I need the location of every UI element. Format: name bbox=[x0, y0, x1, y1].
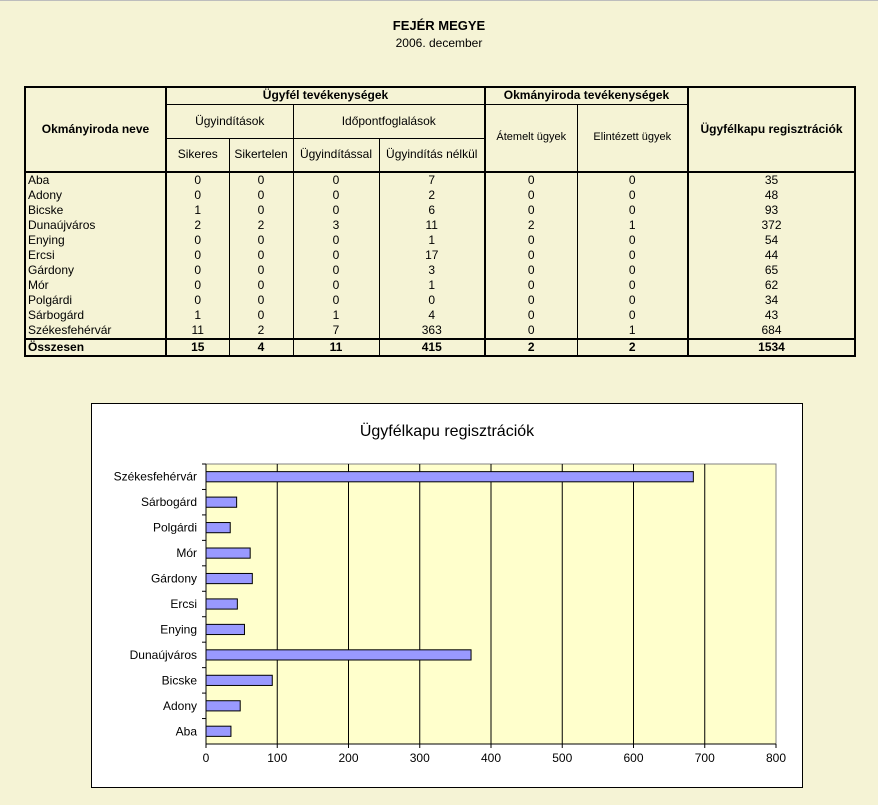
office-name-cell: Enying bbox=[25, 233, 166, 248]
value-cell: 2 bbox=[485, 218, 577, 233]
value-cell: 6 bbox=[379, 203, 485, 218]
value-cell: 0 bbox=[293, 263, 379, 278]
value-cell: 0 bbox=[293, 203, 379, 218]
value-cell: 7 bbox=[293, 323, 379, 339]
value-cell: 0 bbox=[293, 233, 379, 248]
value-cell: 0 bbox=[485, 188, 577, 203]
table-row bbox=[25, 263, 855, 278]
value-cell: 684 bbox=[688, 323, 855, 339]
office-name-cell: Székesfehérvár bbox=[25, 323, 166, 339]
category-label: Sárbogárd bbox=[140, 495, 197, 510]
value-cell: 1 bbox=[379, 233, 485, 248]
value-cell: 0 bbox=[166, 278, 229, 293]
table-row bbox=[25, 188, 855, 203]
value-cell: 0 bbox=[577, 293, 688, 308]
table-row bbox=[25, 323, 855, 339]
office-name-cell: Aba bbox=[25, 172, 166, 188]
value-cell: 43 bbox=[688, 308, 855, 323]
value-cell: 0 bbox=[293, 293, 379, 308]
value-cell: 0 bbox=[166, 263, 229, 278]
value-cell: 48 bbox=[688, 188, 855, 203]
header-office-activities: Okmányiroda tevékenységek bbox=[485, 87, 688, 104]
value-cell: 0 bbox=[577, 172, 688, 188]
header-client-activities: Ügyfél tevékenységek bbox=[166, 87, 485, 104]
value-cell: 62 bbox=[688, 278, 855, 293]
table-row bbox=[25, 308, 855, 323]
value-cell: 372 bbox=[688, 218, 855, 233]
value-cell: 44 bbox=[688, 248, 855, 263]
x-tick-label: 500 bbox=[552, 751, 573, 765]
bar bbox=[206, 650, 471, 660]
value-cell: 0 bbox=[485, 233, 577, 248]
value-cell: 0 bbox=[485, 293, 577, 308]
value-cell: 1 bbox=[293, 308, 379, 323]
category-label: Aba bbox=[175, 724, 197, 739]
statistics-table bbox=[24, 86, 856, 357]
value-cell: 0 bbox=[229, 293, 293, 308]
value-cell: 3 bbox=[379, 263, 485, 278]
total-cell: 2 bbox=[577, 339, 688, 356]
value-cell: 363 bbox=[379, 323, 485, 339]
registrations-chart bbox=[91, 403, 803, 788]
value-cell: 0 bbox=[229, 308, 293, 323]
header-office-name: Okmányiroda neve bbox=[25, 87, 166, 172]
header-unsuccessful: Sikertelen bbox=[229, 138, 293, 172]
header-handled-cases: Elintézett ügyek bbox=[577, 104, 688, 172]
value-cell: 0 bbox=[229, 172, 293, 188]
office-name-cell: Adony bbox=[25, 188, 166, 203]
value-cell: 0 bbox=[485, 278, 577, 293]
value-cell: 2 bbox=[229, 218, 293, 233]
value-cell: 0 bbox=[293, 172, 379, 188]
value-cell: 1 bbox=[577, 218, 688, 233]
table-row bbox=[25, 293, 855, 308]
table-row bbox=[25, 172, 855, 188]
value-cell: 4 bbox=[379, 308, 485, 323]
office-name-cell: Polgárdi bbox=[25, 293, 166, 308]
category-label: Bicske bbox=[161, 673, 197, 688]
value-cell: 0 bbox=[166, 293, 229, 308]
header-appointments: Időpontfoglalások bbox=[293, 104, 485, 138]
value-cell: 34 bbox=[688, 293, 855, 308]
value-cell: 0 bbox=[485, 308, 577, 323]
value-cell: 0 bbox=[229, 233, 293, 248]
total-cell: 415 bbox=[379, 339, 485, 356]
header-without-case-start: Ügyindítás nélkül bbox=[379, 138, 485, 172]
x-tick-label: 0 bbox=[202, 751, 210, 765]
office-name-cell: Ercsi bbox=[25, 248, 166, 263]
table-row bbox=[25, 278, 855, 293]
office-name-cell: Gárdony bbox=[25, 263, 166, 278]
value-cell: 2 bbox=[229, 323, 293, 339]
category-label: Gárdony bbox=[150, 571, 197, 586]
value-cell: 0 bbox=[485, 323, 577, 339]
value-cell: 11 bbox=[166, 323, 229, 339]
value-cell: 0 bbox=[229, 263, 293, 278]
category-label: Dunaújváros bbox=[129, 647, 197, 662]
bar bbox=[206, 701, 240, 711]
office-name-cell: Mór bbox=[25, 278, 166, 293]
total-cell: 4 bbox=[229, 339, 293, 356]
category-label: Ercsi bbox=[170, 597, 197, 611]
value-cell: 1 bbox=[379, 278, 485, 293]
header-successful: Sikeres bbox=[166, 138, 229, 172]
x-tick-label: 100 bbox=[267, 751, 288, 765]
office-name-cell: Bicske bbox=[25, 203, 166, 218]
category-label: Enying bbox=[160, 622, 197, 637]
value-cell: 0 bbox=[229, 188, 293, 203]
chart-title: Ügyfélkapu regisztrációk bbox=[359, 423, 535, 440]
page-subtitle: 2006. december bbox=[395, 36, 483, 50]
category-label: Polgárdi bbox=[152, 520, 197, 535]
value-cell: 54 bbox=[688, 233, 855, 248]
value-cell: 0 bbox=[229, 203, 293, 218]
office-name-cell: Sárbogárd bbox=[25, 308, 166, 323]
x-tick-label: 200 bbox=[338, 751, 359, 765]
page-title: FEJÉR MEGYE bbox=[392, 18, 486, 33]
value-cell: 11 bbox=[379, 218, 485, 233]
value-cell: 7 bbox=[379, 172, 485, 188]
table-row bbox=[25, 203, 855, 218]
table-row bbox=[25, 218, 855, 233]
table-total-row bbox=[25, 339, 855, 356]
bar bbox=[206, 675, 272, 685]
value-cell: 0 bbox=[166, 248, 229, 263]
x-tick-label: 400 bbox=[480, 751, 502, 765]
value-cell: 0 bbox=[379, 293, 485, 308]
header-with-case-start: Ügyindítással bbox=[293, 138, 379, 172]
value-cell: 0 bbox=[229, 278, 293, 293]
value-cell: 2 bbox=[166, 218, 229, 233]
value-cell: 0 bbox=[293, 188, 379, 203]
bar bbox=[206, 726, 231, 736]
total-cell: 1534 bbox=[688, 339, 855, 356]
header-registrations: Ügyfélkapu regisztrációk bbox=[688, 87, 855, 172]
total-label: Összesen bbox=[25, 339, 166, 356]
bar bbox=[206, 523, 230, 533]
value-cell: 17 bbox=[379, 248, 485, 263]
value-cell: 93 bbox=[688, 203, 855, 218]
value-cell: 1 bbox=[577, 323, 688, 339]
total-cell: 11 bbox=[293, 339, 379, 356]
table-body bbox=[25, 172, 855, 339]
value-cell: 0 bbox=[485, 248, 577, 263]
category-label: Adony bbox=[162, 698, 197, 713]
chart-canvas bbox=[92, 404, 802, 787]
top-border bbox=[0, 0, 878, 1]
total-cell: 2 bbox=[485, 339, 577, 356]
bar bbox=[206, 497, 237, 507]
value-cell: 0 bbox=[577, 248, 688, 263]
value-cell: 0 bbox=[229, 248, 293, 263]
value-cell: 1 bbox=[166, 203, 229, 218]
bar bbox=[206, 599, 237, 609]
table-row bbox=[25, 248, 855, 263]
x-tick-label: 700 bbox=[694, 751, 715, 765]
value-cell: 1 bbox=[166, 308, 229, 323]
header-case-starts: Ügyindítások bbox=[166, 104, 293, 138]
value-cell: 35 bbox=[688, 172, 855, 188]
value-cell: 3 bbox=[293, 218, 379, 233]
value-cell: 65 bbox=[688, 263, 855, 278]
table-row bbox=[25, 233, 855, 248]
category-label: Székesfehérvár bbox=[113, 469, 197, 484]
value-cell: 0 bbox=[577, 278, 688, 293]
x-tick-label: 600 bbox=[623, 751, 644, 765]
x-tick-label: 800 bbox=[765, 751, 787, 765]
value-cell: 0 bbox=[166, 233, 229, 248]
bar bbox=[206, 472, 693, 482]
value-cell: 0 bbox=[293, 248, 379, 263]
total-cell: 15 bbox=[166, 339, 229, 356]
value-cell: 0 bbox=[577, 188, 688, 203]
value-cell: 0 bbox=[485, 203, 577, 218]
value-cell: 0 bbox=[166, 172, 229, 188]
x-tick-label: 300 bbox=[409, 751, 430, 765]
value-cell: 0 bbox=[577, 263, 688, 278]
category-label: Mór bbox=[176, 546, 197, 561]
value-cell: 0 bbox=[293, 278, 379, 293]
value-cell: 0 bbox=[166, 188, 229, 203]
value-cell: 0 bbox=[577, 233, 688, 248]
bar bbox=[206, 573, 252, 583]
value-cell: 0 bbox=[485, 263, 577, 278]
value-cell: 0 bbox=[485, 172, 577, 188]
value-cell: 0 bbox=[577, 203, 688, 218]
header-transferred-cases: Átemelt ügyek bbox=[485, 104, 577, 172]
bar bbox=[206, 548, 250, 558]
value-cell: 2 bbox=[379, 188, 485, 203]
value-cell: 0 bbox=[577, 308, 688, 323]
office-name-cell: Dunaújváros bbox=[25, 218, 166, 233]
bar bbox=[206, 624, 244, 634]
